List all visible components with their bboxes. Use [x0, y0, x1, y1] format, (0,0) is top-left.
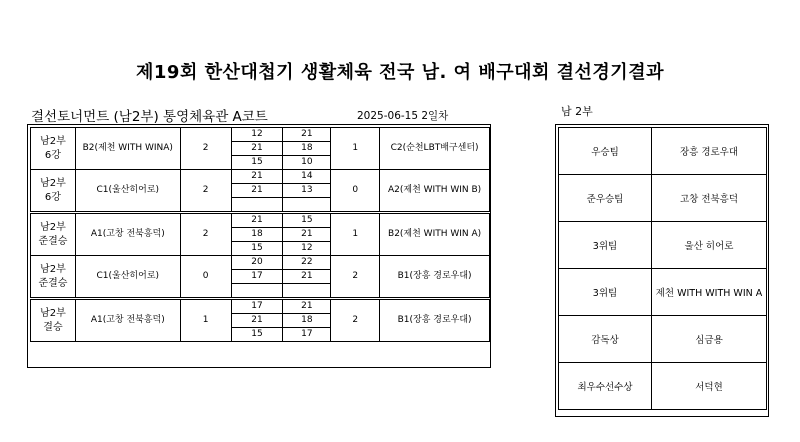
- team-a-cell: C1(울산히어로): [75, 256, 180, 299]
- award-value: 고창 전북흥덕: [652, 175, 767, 222]
- team-a-sets-won: 2: [180, 170, 231, 213]
- awards-table-frame: [555, 124, 769, 417]
- stage-cell: 남2부 결승: [31, 299, 76, 342]
- team-a-cell: A1(고창 전북흥덕): [75, 299, 180, 342]
- set-score-b: 10: [283, 156, 331, 170]
- match-row: [31, 256, 490, 270]
- award-label: 준우승팀: [559, 175, 652, 222]
- team-b-cell: B1(장흥 경로우대): [380, 299, 490, 342]
- set-score-b: 22: [283, 256, 331, 270]
- set-score-b: 14: [283, 170, 331, 184]
- team-a-sets-won: 0: [180, 256, 231, 299]
- team-a-sets-won: 1: [180, 299, 231, 342]
- results-table-frame: [27, 124, 491, 368]
- page-title: 제19회 한산대첩기 생활체육 전국 남. 여 배구대회 결선경기결과: [136, 62, 664, 83]
- set-score-a: 21: [231, 314, 283, 328]
- team-b-sets-won: 2: [331, 299, 380, 342]
- bracket-subtitle: 결선토너먼트 (남2부) 통영체육관 A코트: [31, 109, 268, 125]
- set-score-a: 18: [231, 228, 283, 242]
- set-score-b: 21: [283, 128, 331, 142]
- award-row: [559, 316, 767, 363]
- award-label: 3위팀: [559, 222, 652, 269]
- set-score-b: [283, 198, 331, 213]
- results-table-body: [31, 128, 490, 342]
- set-score-b: 12: [283, 242, 331, 256]
- team-b-sets-won: 0: [331, 170, 380, 213]
- set-score-a: 20: [231, 256, 283, 270]
- match-date: 2025-06-15 2일차: [357, 110, 449, 122]
- set-score-b: 21: [283, 270, 331, 284]
- team-b-cell: C2(순천LBT배구센터): [380, 128, 490, 170]
- team-b-sets-won: 1: [331, 213, 380, 256]
- award-row: [559, 222, 767, 269]
- stage-cell: 남2부 준결승: [31, 213, 76, 256]
- award-label: 최우수선수상: [559, 363, 652, 410]
- team-b-cell: B2(제천 WITH WIN A): [380, 213, 490, 256]
- award-row: [559, 175, 767, 222]
- stage-cell: 남2부 6강: [31, 170, 76, 213]
- award-label: 우승팀: [559, 128, 652, 175]
- set-score-b: [283, 284, 331, 299]
- team-a-cell: B2(제천 WITH WINA): [75, 128, 180, 170]
- stage-cell: 남2부 6강: [31, 128, 76, 170]
- award-row: [559, 269, 767, 316]
- match-row: [31, 213, 490, 228]
- awards-division-label: 남 2부: [561, 105, 593, 118]
- team-b-sets-won: 2: [331, 256, 380, 299]
- award-label: 감독상: [559, 316, 652, 363]
- match-row: [31, 299, 490, 314]
- team-b-cell: B1(장흥 경로우대): [380, 256, 490, 299]
- set-score-b: 21: [283, 228, 331, 242]
- awards-table: [558, 127, 767, 410]
- set-score-a: 17: [231, 270, 283, 284]
- set-score-a: 21: [231, 184, 283, 198]
- award-value: 제천 WITH WITH WIN A: [652, 269, 767, 316]
- award-value: 장흥 경로우대: [652, 128, 767, 175]
- award-row: [559, 363, 767, 410]
- award-label: 3위팀: [559, 269, 652, 316]
- match-row: [31, 170, 490, 184]
- team-b-cell: A2(제천 WITH WIN B): [380, 170, 490, 213]
- set-score-b: 21: [283, 299, 331, 314]
- team-b-sets-won: 1: [331, 128, 380, 170]
- award-value: 울산 히어로: [652, 222, 767, 269]
- set-score-b: 18: [283, 314, 331, 328]
- awards-table-body: [559, 128, 767, 410]
- set-score-b: 17: [283, 328, 331, 342]
- team-a-cell: A1(고창 전북흥덕): [75, 213, 180, 256]
- set-score-b: 18: [283, 142, 331, 156]
- award-value: 서덕현: [652, 363, 767, 410]
- set-score-a: 21: [231, 213, 283, 228]
- set-score-a: [231, 198, 283, 213]
- team-a-sets-won: 2: [180, 213, 231, 256]
- results-table: [30, 127, 490, 342]
- award-value: 심금용: [652, 316, 767, 363]
- team-a-sets-won: 2: [180, 128, 231, 170]
- match-row: [31, 128, 490, 142]
- award-row: [559, 128, 767, 175]
- set-score-a: 15: [231, 156, 283, 170]
- set-score-a: 21: [231, 142, 283, 156]
- set-score-a: 17: [231, 299, 283, 314]
- team-a-cell: C1(울산히어로): [75, 170, 180, 213]
- set-score-a: [231, 284, 283, 299]
- set-score-a: 21: [231, 170, 283, 184]
- set-score-b: 13: [283, 184, 331, 198]
- stage-cell: 남2부 준결승: [31, 256, 76, 299]
- set-score-a: 15: [231, 242, 283, 256]
- set-score-b: 15: [283, 213, 331, 228]
- set-score-a: 12: [231, 128, 283, 142]
- set-score-a: 15: [231, 328, 283, 342]
